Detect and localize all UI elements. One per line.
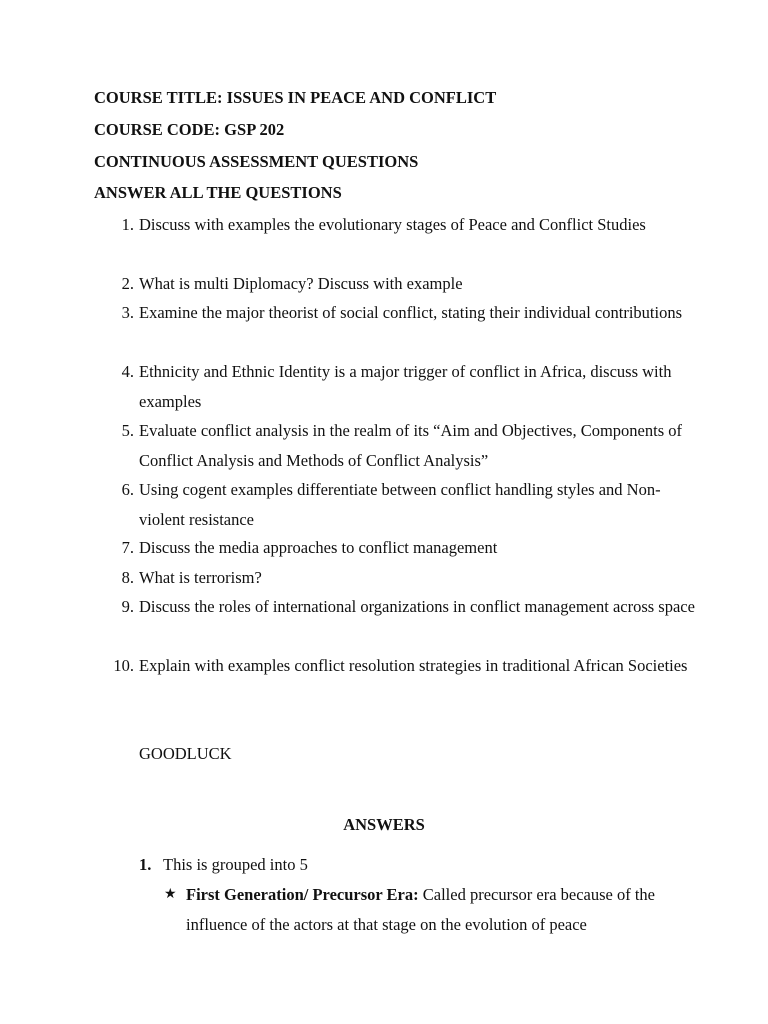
question-text: What is terrorism? — [139, 568, 262, 588]
question-text: Explain with examples conflict resolution strategies in traditional African Societies — [139, 656, 688, 676]
bullet-lead: First Generation/ Precursor Era: — [186, 885, 419, 905]
question-text: Ethnicity and Ethnic Identity is a major trigger of conflict in Africa, discuss with examples — [139, 362, 672, 411]
question-text: Discuss the media approaches to conflict management — [139, 538, 498, 558]
answer-text: This is grouped into 5 — [163, 855, 308, 874]
question-number: 3. — [121, 303, 134, 322]
question-text: Using cogent examples differentiate between conflict handling styles and Non-violent resistance — [139, 480, 661, 529]
course-code: COURSE CODE: GSP 202 — [94, 120, 285, 139]
question-number: 9. — [121, 597, 134, 616]
question-number: 2. — [121, 274, 134, 293]
assessment-heading: CONTINUOUS ASSESSMENT QUESTIONS — [94, 152, 419, 171]
question-text: Evaluate conflict analysis in the realm of its “Aim and Objectives, Components of Conflict Analysis and Methods of Conflict Analysis” — [139, 421, 682, 470]
question-number: 4. — [121, 362, 134, 381]
question-number: 5. — [121, 421, 134, 440]
star-icon: ★ — [164, 887, 177, 902]
question-number: 8. — [121, 568, 134, 587]
instruction-heading: ANSWER ALL THE QUESTIONS — [94, 183, 342, 202]
question-number: 6. — [121, 480, 134, 499]
question-text: Examine the major theorist of social conflict, stating their individual contributions — [139, 303, 683, 323]
answer-bullet — [186, 880, 686, 939]
question-text: Discuss with examples the evolutionary stages of Peace and Conflict Studies — [139, 215, 646, 235]
answer-number: 1. — [139, 855, 152, 874]
question-number: 1. — [121, 215, 134, 234]
course-title: COURSE TITLE: ISSUES IN PEACE AND CONFLICT — [94, 88, 497, 107]
bullet-text: Called precursor era because of the influence of the actors at that stage on the evolution of peace — [186, 885, 656, 934]
question-text: What is multi Diplomacy? Discuss with example — [139, 274, 463, 294]
question-text: Discuss the roles of international organizations in conflict management across space — [139, 597, 695, 617]
question-number: 7. — [121, 538, 134, 557]
question-number: 10. — [113, 656, 134, 675]
closing-text: GOODLUCK — [139, 744, 232, 763]
answers-heading: ANSWERS — [343, 815, 425, 834]
